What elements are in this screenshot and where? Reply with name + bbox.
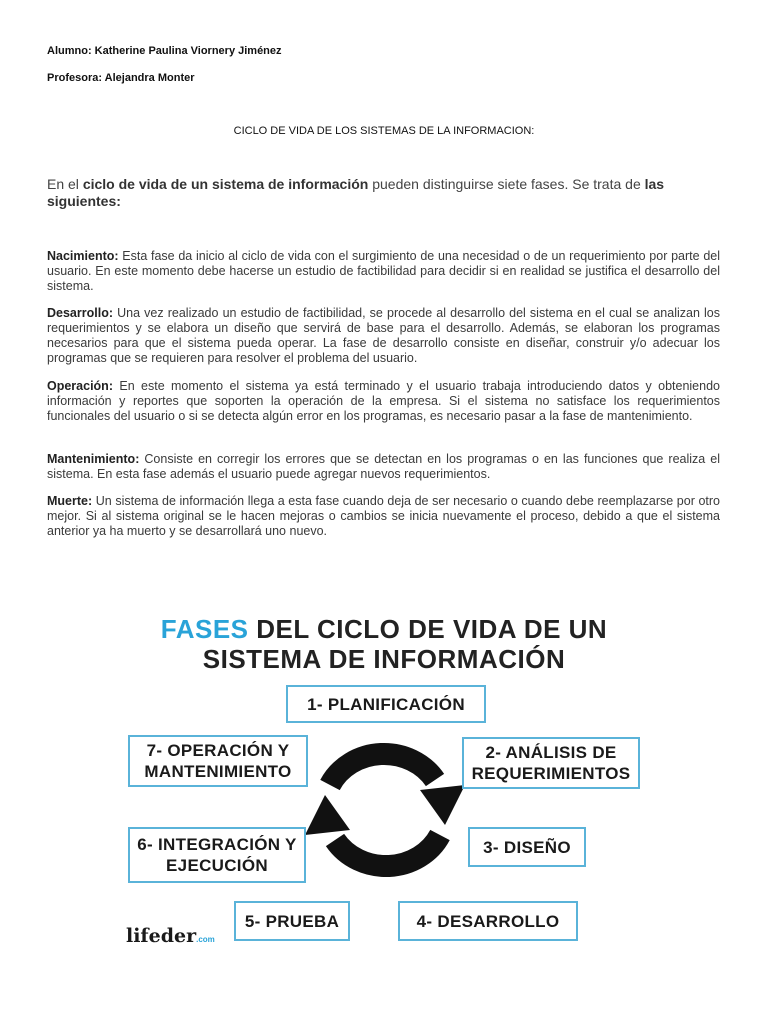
cycle-arrows-icon [300, 735, 470, 885]
step-operacion-mantenimiento: 7- OPERACIÓN Y MANTENIMIENTO [128, 735, 308, 787]
step-prueba: 5- PRUEBA [234, 901, 350, 941]
lifeder-logo: lifeder.com [126, 925, 215, 947]
phase-paragraph-nacimiento: Nacimiento: Esta fase da inicio al ciclo de vida con el surgimiento de una necesidad o de un requerimiento por parte del usuario. En este momento debe hacerse un estudio de factibilidad para decidir si en realidad se justifica el desarrollo del sistema. [47, 249, 720, 293]
intro-paragraph: En el ciclo de vida de un sistema de información pueden distinguirse siete fases. Se trata de las siguientes: [47, 176, 665, 209]
diagram-title-line2: SISTEMA DE INFORMACIÓN [202, 644, 566, 674]
step-planificacion: 1- PLANIFICACIÓN [286, 685, 486, 723]
phase-paragraph-mantenimiento: Mantenimiento: Consiste en corregir los errores que se detectan en los programas o en las funciones que realiza el sistema. En esta fase además el usuario puede agregar nuevos requerimientos. [47, 452, 720, 481]
phase-paragraph-desarrollo: Desarrollo: Una vez realizado un estudio de factibilidad, se procede al desarrollo del sistema en el cual se analizan los requerimientos y se elabora un diseño que servirá de base para el desarrollo. Además, se elaboran los programas necesarios para que el sistema pueda operar. La fase de desarrollo consiste en diseñar, construir y/o adecuar los programas que se requieren para resolver el problema del usuario. [47, 306, 720, 365]
phase-paragraph-muerte: Muerte: Un sistema de información llega a esta fase cuando deja de ser necesario o cuando debe reemplazarse por otro mejor. Si al sistema original se le hacen mejoras o cambios se inicia nuevamente el proceso, debido a que el sistema anterior ya ha muerto y se desarrollará uno nuevo. [47, 494, 720, 538]
phase-paragraph-operacion: Operación: En este momento el sistema ya está terminado y el usuario trabaja introduciendo datos y obteniendo información y reportes que soporten la operación de la empresa. Si el sistema no satisface los requerimientos funcionales del usuario o si se detecta algún error en los programas, es necesario pasar a la fase de mantenimiento. [47, 379, 720, 423]
lifecycle-diagram [110, 600, 658, 970]
diagram-title-line1: FASES DEL CICLO DE VIDA DE UN [160, 614, 608, 644]
student-name: Alumno: Katherine Paulina Viornery Jiménez [47, 45, 282, 57]
cycle-arrow-top [330, 754, 435, 785]
step-analisis-requerimientos: 2- ANÁLISIS DE REQUERIMIENTOS [462, 737, 640, 789]
cycle-arrowhead-left [305, 795, 350, 835]
step-desarrollo: 4- DESARROLLO [398, 901, 578, 941]
step-diseno: 3- DISEÑO [468, 827, 586, 867]
cycle-arrow-bottom [335, 835, 440, 866]
cycle-arrowhead-right [420, 785, 465, 825]
step-integracion-ejecucion: 6- INTEGRACIÓN Y EJECUCIÓN [128, 827, 306, 883]
document-title: CICLO DE VIDA DE LOS SISTEMAS DE LA INFORMACION: [233, 125, 535, 137]
teacher-name: Profesora: Alejandra Monter [47, 72, 195, 84]
